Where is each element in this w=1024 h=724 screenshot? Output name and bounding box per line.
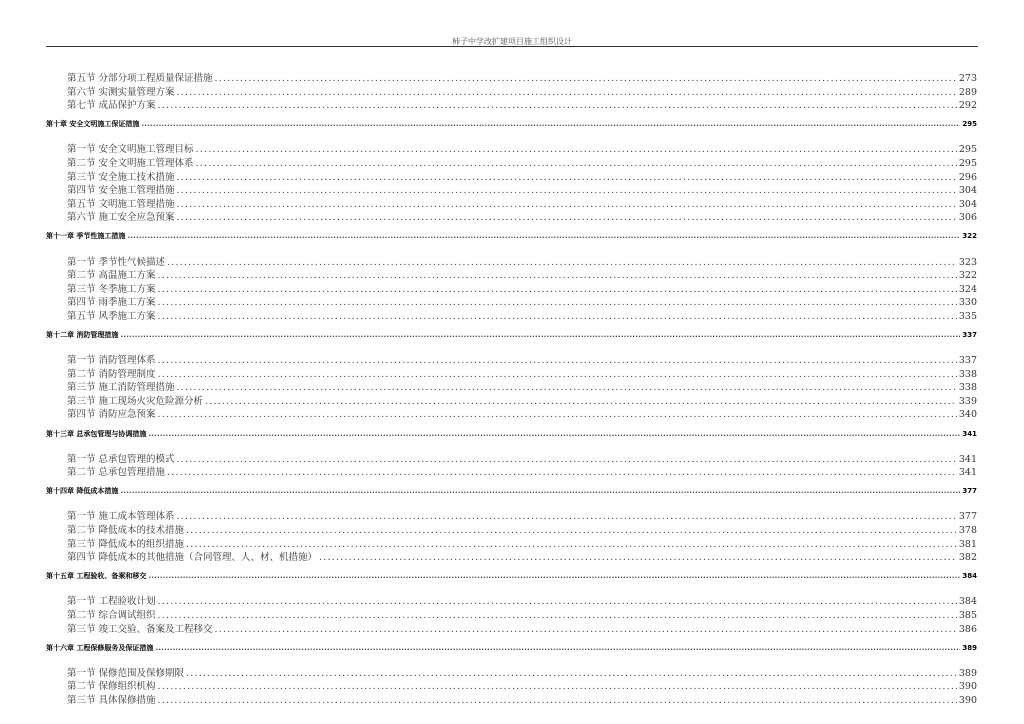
dot-leader [158, 596, 957, 607]
dot-leader [215, 73, 957, 84]
dot-leader [158, 681, 957, 692]
toc-page-number: 295 [958, 157, 977, 169]
toc-chapter-entry[interactable] [46, 486, 977, 500]
toc-entry-title: 第十二章 消防管理措施 [46, 331, 119, 339]
toc-page-number: 292 [958, 100, 977, 111]
dot-leader [177, 511, 957, 522]
dot-leader [167, 467, 957, 478]
toc-page-number: 378 [958, 525, 977, 536]
toc-chapter-entry[interactable] [46, 330, 977, 344]
toc-section-entry[interactable] [46, 141, 977, 155]
toc-page-number: 330 [958, 297, 977, 308]
toc-page-number: 384 [958, 596, 977, 607]
toc-entry-title: 第一节 施工成本管理体系 [67, 511, 175, 523]
toc-chapter-entry[interactable] [46, 643, 977, 657]
dot-leader [177, 199, 957, 210]
toc-section-entry[interactable] [46, 665, 977, 679]
toc-section-entry[interactable] [46, 70, 977, 84]
toc-section-entry[interactable] [46, 169, 977, 183]
toc-section-entry[interactable] [46, 393, 977, 407]
toc-section-entry[interactable] [46, 406, 977, 420]
toc-page-number: 341 [962, 429, 977, 438]
toc-page-number: 322 [958, 270, 977, 281]
toc-entry-title: 第二节 降低成本的技术措施 [67, 525, 185, 536]
toc-chapter-entry[interactable] [46, 429, 977, 443]
toc-entry-title: 第六节 施工安全应急预案 [67, 212, 175, 223]
toc-entry-title: 第三节 施工消防管理措施 [67, 382, 175, 393]
toc-page-number: 377 [958, 511, 977, 523]
toc-section-entry[interactable] [46, 254, 977, 268]
toc-section-entry[interactable] [46, 379, 977, 393]
toc-page-number: 324 [958, 283, 977, 295]
toc-section-entry[interactable] [46, 84, 977, 98]
dot-leader [155, 644, 960, 652]
toc-entry-title: 第十三章 总承包管理与协调措施 [46, 429, 147, 438]
toc-entry-title: 第十六章 工程保修服务及保证措施 [46, 643, 154, 652]
toc-section-entry[interactable] [46, 621, 977, 635]
header-divider [46, 46, 978, 47]
dot-leader [177, 454, 957, 465]
toc-chapter-entry[interactable] [46, 571, 977, 585]
toc-entry-title: 第四节 降低成本的其他措施（合同管理、人、材、机措施） [67, 552, 318, 563]
toc-page-number: 382 [958, 552, 977, 563]
toc-page-number: 390 [958, 681, 977, 692]
toc-section-entry[interactable] [46, 267, 977, 281]
toc-section-entry[interactable] [46, 508, 977, 522]
dot-leader [127, 232, 960, 240]
toc-entry-title: 第二节 安全文明施工管理体系 [67, 157, 194, 169]
toc-page-number: 381 [958, 538, 977, 550]
toc-section-entry[interactable] [46, 451, 977, 465]
toc-page-number: 338 [958, 382, 977, 393]
toc-section-entry[interactable] [46, 522, 977, 536]
toc-page-number: 389 [962, 643, 977, 652]
dot-leader [148, 430, 960, 438]
toc-page-number: 389 [958, 667, 977, 679]
toc-section-entry[interactable] [46, 294, 977, 308]
table-of-contents [46, 70, 977, 706]
toc-entry-title: 第三节 安全施工技术措施 [67, 171, 175, 183]
toc-page-number: 296 [958, 171, 977, 183]
dot-leader [158, 695, 957, 706]
dot-leader [186, 539, 957, 550]
toc-entry-title: 第十五章 工程验收、备案和移交 [46, 572, 147, 581]
toc-entry-title: 第六节 实测实量管理方案 [67, 86, 175, 98]
toc-section-entry[interactable] [46, 678, 977, 692]
page-header: 柿子中学改扩建项目施工组织设计 [452, 37, 572, 46]
dot-leader [158, 297, 957, 308]
toc-section-entry[interactable] [46, 352, 977, 366]
toc-entry-title: 第七节 成品保护方案 [67, 100, 156, 111]
dot-leader [158, 355, 957, 366]
toc-chapter-entry[interactable] [46, 119, 977, 133]
toc-entry-title: 第二节 消防管理制度 [67, 368, 156, 380]
dot-leader [158, 610, 957, 621]
toc-entry-title: 第一节 安全文明施工管理目标 [67, 144, 194, 155]
toc-section-entry[interactable] [46, 308, 977, 322]
toc-section-entry[interactable] [46, 593, 977, 607]
toc-page-number: 295 [958, 144, 977, 155]
toc-page-number: 338 [958, 368, 977, 380]
dot-leader [158, 100, 957, 111]
dot-leader [158, 409, 957, 420]
dot-leader [177, 382, 957, 393]
toc-page-number: 390 [958, 694, 977, 706]
dot-leader [158, 270, 957, 281]
toc-page-number: 377 [962, 487, 977, 496]
toc-page-number: 337 [962, 331, 977, 339]
dot-leader [177, 212, 957, 223]
toc-page-number: 295 [962, 120, 977, 129]
dot-leader [205, 396, 957, 407]
dot-leader [120, 487, 960, 495]
toc-entry-title: 第四节 安全施工管理措施 [67, 185, 175, 196]
toc-entry-title: 第十四章 降低成本措施 [46, 487, 119, 496]
toc-page-number: 306 [958, 212, 977, 223]
toc-page-number: 304 [958, 185, 977, 196]
dot-leader [319, 552, 957, 563]
toc-entry-title: 第一节 消防管理体系 [67, 355, 156, 366]
toc-page-number: 341 [958, 467, 977, 478]
toc-entry-title: 第十一章 季节性施工措施 [46, 232, 126, 241]
toc-entry-title: 第一节 总承包管理的模式 [67, 453, 175, 465]
toc-entry-title: 第四节 消防应急预案 [67, 409, 156, 421]
toc-section-entry[interactable] [46, 281, 977, 295]
toc-entry-title: 第三节 具体保修措施 [67, 694, 156, 706]
toc-page-number: 335 [958, 310, 977, 322]
toc-entry-title: 第三节 冬季施工方案 [67, 283, 156, 295]
toc-section-entry[interactable] [46, 155, 977, 169]
toc-section-entry[interactable] [46, 536, 977, 550]
toc-chapter-entry[interactable] [46, 231, 977, 245]
dot-leader [167, 257, 957, 268]
toc-entry-title: 第十章 安全文明施工保证措施 [46, 120, 140, 129]
dot-leader [186, 668, 957, 679]
dot-leader [177, 172, 957, 183]
dot-leader [120, 331, 960, 339]
dot-leader [215, 624, 957, 635]
dot-leader [177, 185, 957, 196]
toc-section-entry[interactable] [46, 196, 977, 210]
dot-leader [177, 87, 957, 98]
toc-entry-title: 第五节 分部分项工程质量保证措施 [67, 73, 213, 84]
dot-leader [196, 158, 957, 169]
toc-entry-title: 第二节 总承包管理措施 [67, 467, 166, 478]
dot-leader [141, 120, 960, 128]
dot-leader [148, 572, 960, 580]
dot-leader [158, 311, 957, 322]
toc-page-number: 322 [962, 232, 977, 241]
toc-section-entry[interactable] [46, 692, 977, 706]
toc-page-number: 384 [962, 572, 977, 581]
toc-page-number: 289 [958, 86, 977, 98]
toc-entry-title: 第一节 工程验收计划 [67, 596, 156, 607]
toc-entry-title: 第一节 季节性气候描述 [67, 256, 166, 268]
toc-entry-title: 第二节 保修组织机构 [67, 681, 156, 692]
toc-section-entry[interactable] [46, 182, 977, 196]
toc-page-number: 273 [958, 73, 977, 84]
toc-section-entry[interactable] [46, 549, 977, 563]
toc-entry-title: 第五节 风季施工方案 [67, 310, 156, 322]
toc-page-number: 341 [958, 453, 977, 465]
toc-page-number: 304 [958, 198, 977, 210]
toc-page-number: 340 [958, 409, 977, 421]
dot-leader [186, 525, 957, 536]
toc-entry-title: 第三节 降低成本的组织措施 [67, 538, 185, 550]
dot-leader [196, 144, 957, 155]
dot-leader [158, 369, 957, 380]
toc-entry-title: 第四节 雨季施工方案 [67, 297, 156, 308]
toc-page-number: 337 [958, 355, 977, 366]
toc-page-number: 385 [958, 610, 977, 621]
toc-entry-title: 第一节 保修范围及保修期限 [67, 667, 185, 679]
toc-section-entry[interactable] [46, 366, 977, 380]
toc-page-number: 339 [958, 395, 977, 407]
toc-page-number: 386 [958, 623, 977, 635]
toc-entry-title: 第三节 施工现场火灾危险源分析 [67, 395, 204, 407]
toc-page-number: 323 [958, 256, 977, 268]
toc-section-entry[interactable] [46, 209, 977, 223]
toc-entry-title: 第三节 竣工交验、备案及工程移交 [67, 623, 213, 635]
toc-section-entry[interactable] [46, 464, 977, 478]
toc-entry-title: 第五节 文明施工管理措施 [67, 198, 175, 210]
toc-entry-title: 第二节 高温施工方案 [67, 270, 156, 281]
dot-leader [158, 284, 957, 295]
toc-entry-title: 第二节 综合调试组织 [67, 610, 156, 621]
toc-section-entry[interactable] [46, 607, 977, 621]
toc-section-entry[interactable] [46, 97, 977, 111]
